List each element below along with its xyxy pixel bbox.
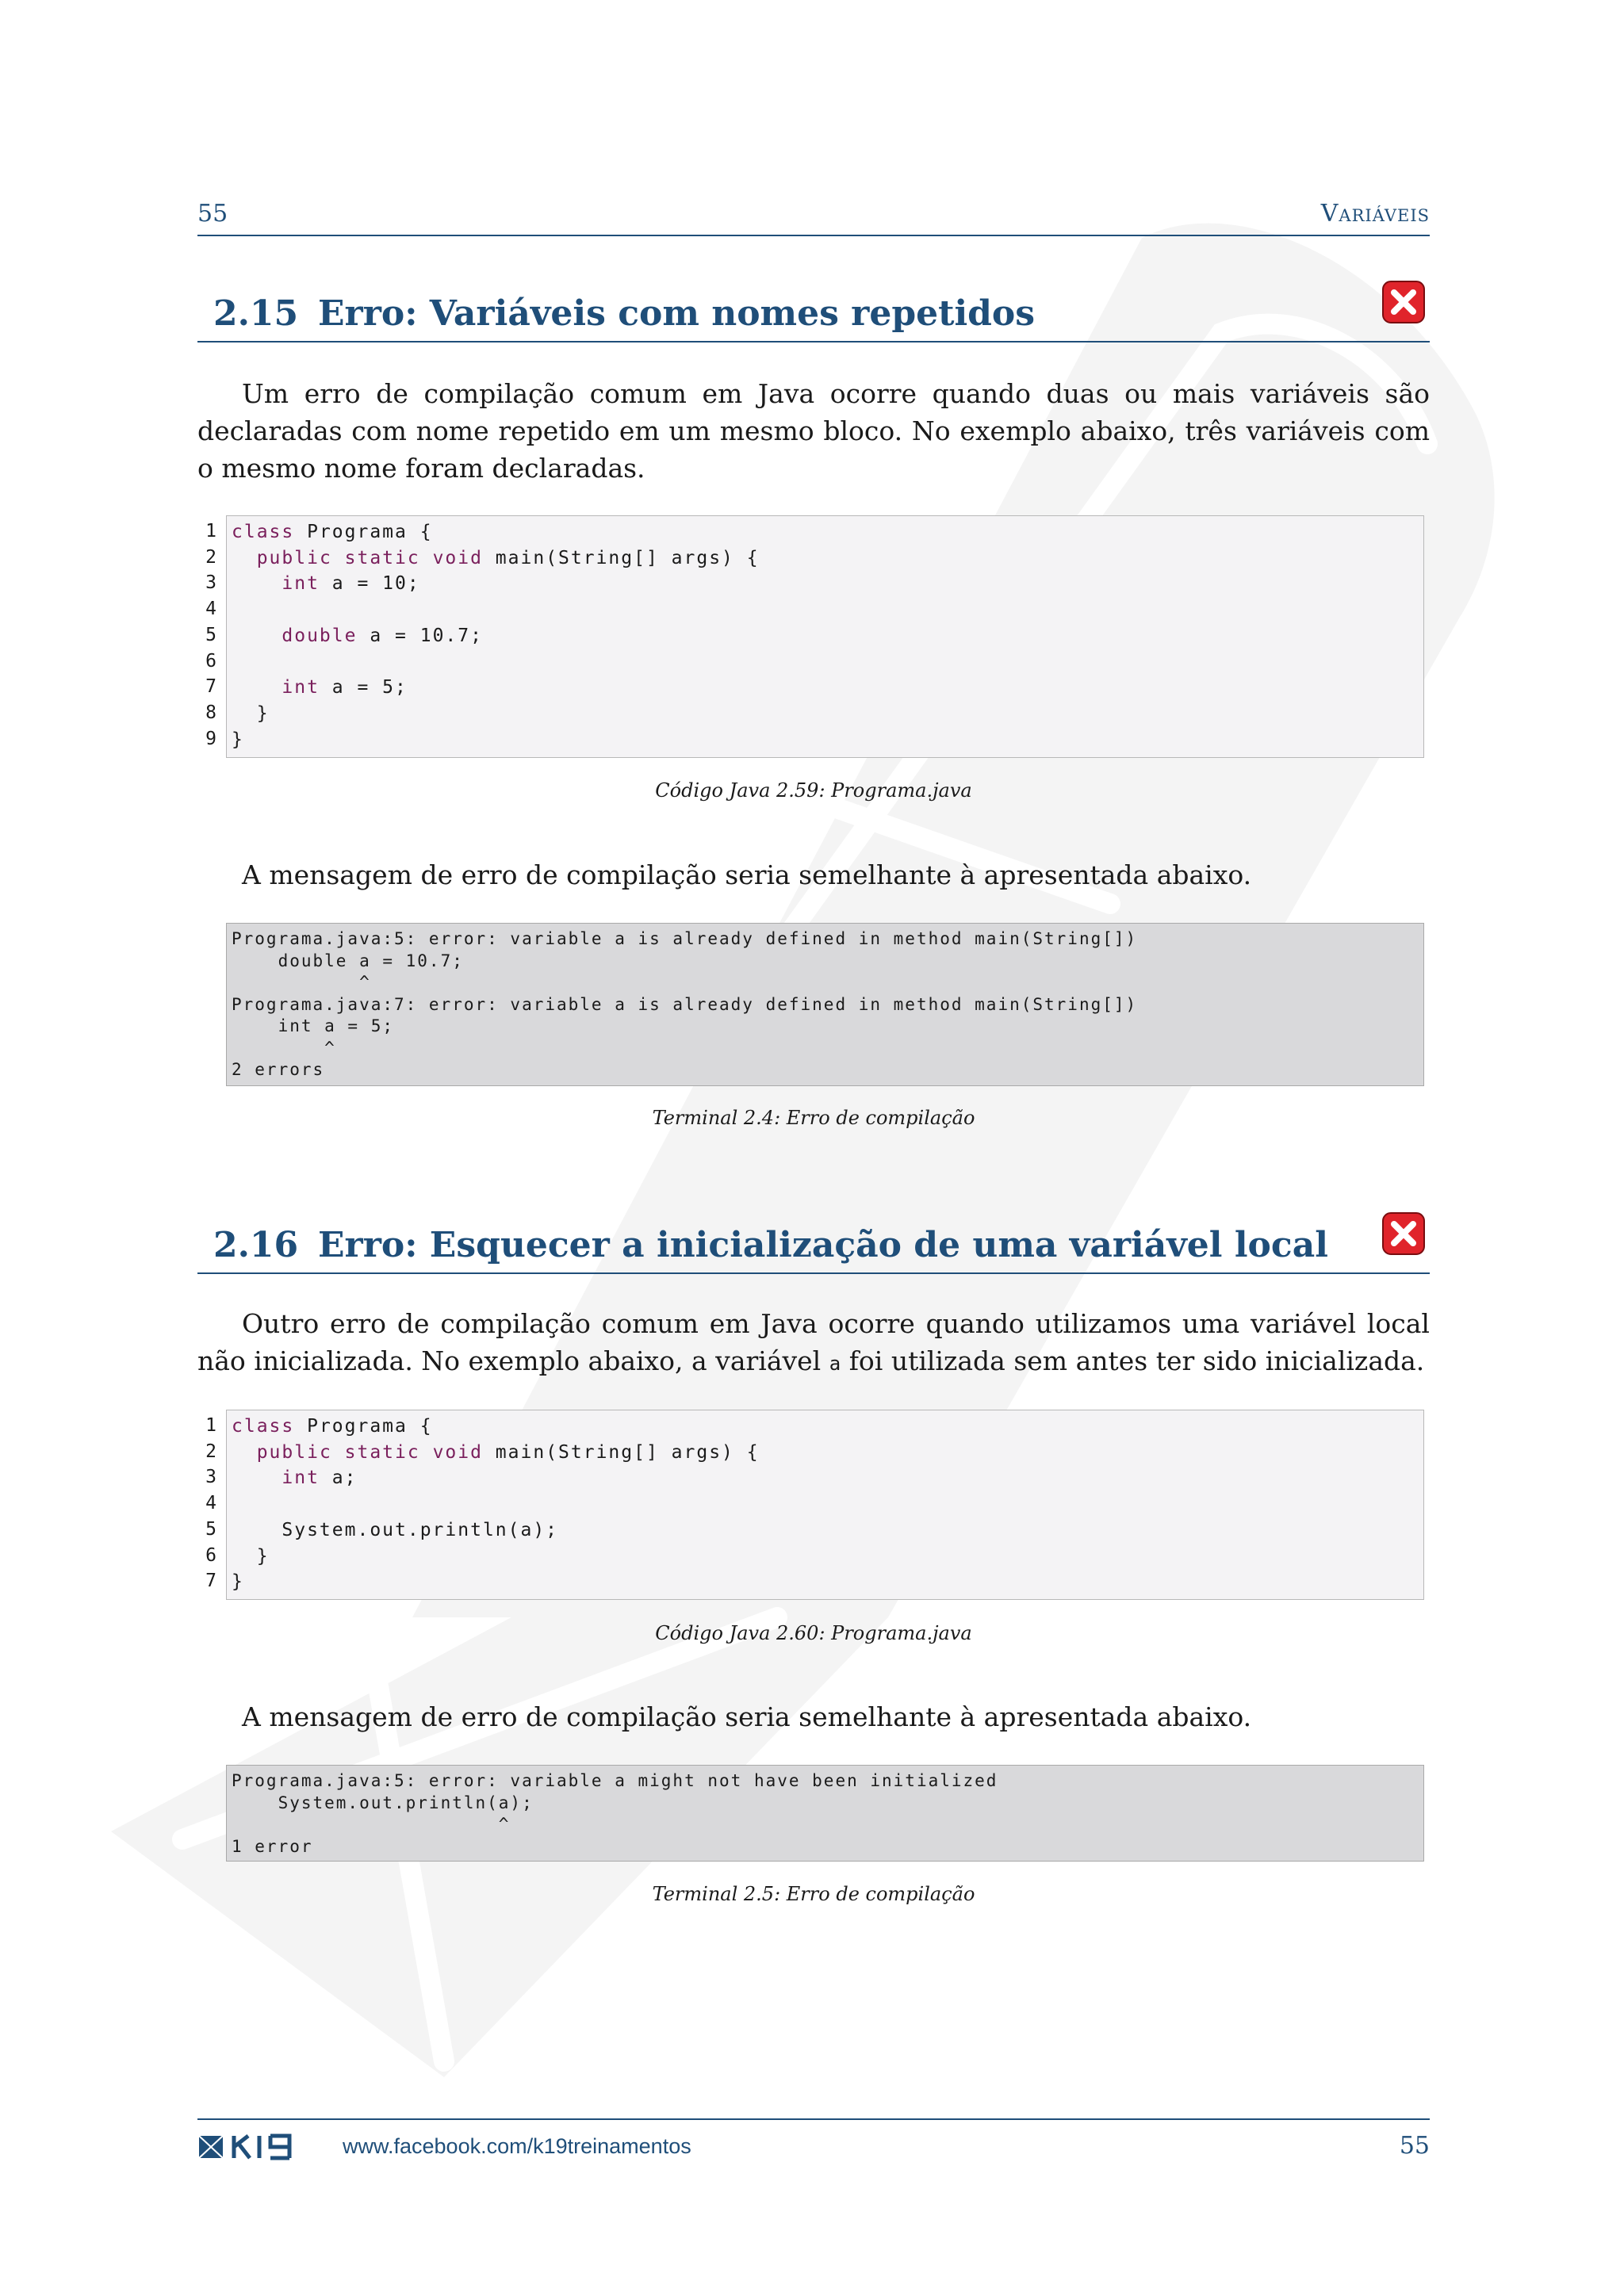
message-intro [197,1698,1430,1735]
k19-logo [197,2130,324,2164]
terminal-output [226,1765,1424,1862]
terminal-line: ^ [232,1038,336,1058]
terminal-text [227,924,1423,1081]
line-numbers: 1 2 3 4 5 6 7 [205,1415,216,1592]
section-heading-2-15 [197,290,1430,342]
footer-page-number: 55 [1399,2132,1430,2160]
section-title: Erro: Variáveis com nomes repetidos [318,293,1036,334]
section-title: Erro: Esquecer a inicialização de uma variável local [318,1225,1328,1265]
intro-text: Um erro de compilação comum em Java ocorre quando duas ou mais variáveis são declaradas com nome repetido em um mesmo bloco. No exemplo abaixo, três variáveis com o mesmo nome foram declaradas. [197,378,1430,484]
header-chapter-title: Variáveis [1320,200,1430,228]
section-number: 2.15 [213,293,299,334]
message-intro-text: A mensagem de erro de compilação seria semelhante à apresentada abaixo. [242,1701,1252,1732]
terminal-line: Programa.java:5: error: variable a is already defined in method main(String[]) [232,929,1138,948]
code-line: public static void main(String[] args) { [256,547,760,568]
code-line: class Programa { [232,522,433,542]
terminal-line: Programa.java:5: error: variable a might not have been initialized [232,1771,998,1790]
error-x-icon [1381,279,1427,325]
running-header [197,197,1430,236]
code-line: public static void main(String[] args) { [256,1441,760,1463]
terminal-line: 1 error [232,1836,313,1856]
error-x-icon [1381,1211,1427,1257]
code-line: } [232,702,270,724]
terminal-line: ^ [232,1815,511,1834]
message-intro [197,856,1430,894]
footer-rule [197,2118,1430,2120]
code-caption: Código Java 2.59: Programa.java [655,779,972,802]
code-line: int a; [282,1468,358,1489]
code-line: double a = 10.7; [282,625,483,646]
message-intro-text: A mensagem de erro de compilação seria semelhante à apresentada abaixo. [242,859,1252,890]
code-line: int a = 10; [282,573,420,595]
terminal-line: double a = 10.7; [232,951,464,970]
terminal-line: ^ [232,973,371,992]
intro-text: Outro erro de compilação comum em Java ocorre quando utilizamos uma variável local não inicializada. No exemplo abaixo, a variável [197,1308,1430,1376]
intro-text-end: foi utilizada sem antes ter sido inicializada. [848,1345,1425,1376]
terminal-line: 2 errors [232,1060,325,1079]
terminal-caption: Terminal 2.4: Erro de compilação [652,1107,975,1129]
section-heading-2-16 [197,1222,1430,1274]
intro-paragraph [197,375,1430,487]
code-text [227,516,1423,752]
code-line: } [232,1571,244,1593]
facebook-link[interactable]: www.facebook.com/k19treinamentos [343,2134,691,2158]
terminal-line: int a = 5; [232,1016,395,1035]
header-page-number: 55 [197,200,228,228]
code-listing-2-59 [197,515,1424,758]
code-box [226,1410,1424,1600]
code-text [227,1410,1423,1595]
code-line: class Programa { [232,1416,433,1437]
code-line: System.out.println(a); [232,1519,559,1540]
line-numbers: 1 2 3 4 5 6 7 8 9 [205,521,216,749]
code-listing-2-60 [197,1410,1424,1600]
code-box [226,515,1424,758]
code-line: } [232,1545,270,1567]
code-line: int a = 5; [282,677,408,698]
code-line: } [232,729,244,750]
code-caption: Código Java 2.60: Programa.java [655,1622,972,1644]
terminal-line: System.out.println(a); [232,1793,534,1812]
section-number: 2.16 [213,1225,299,1265]
terminal-output [226,923,1424,1086]
terminal-text [227,1766,1423,1858]
inline-code-variable: a [829,1353,841,1375]
terminal-line: Programa.java:7: error: variable a is already defined in method main(String[]) [232,994,1138,1014]
terminal-caption: Terminal 2.5: Erro de compilação [652,1883,975,1905]
intro-paragraph [197,1305,1430,1383]
